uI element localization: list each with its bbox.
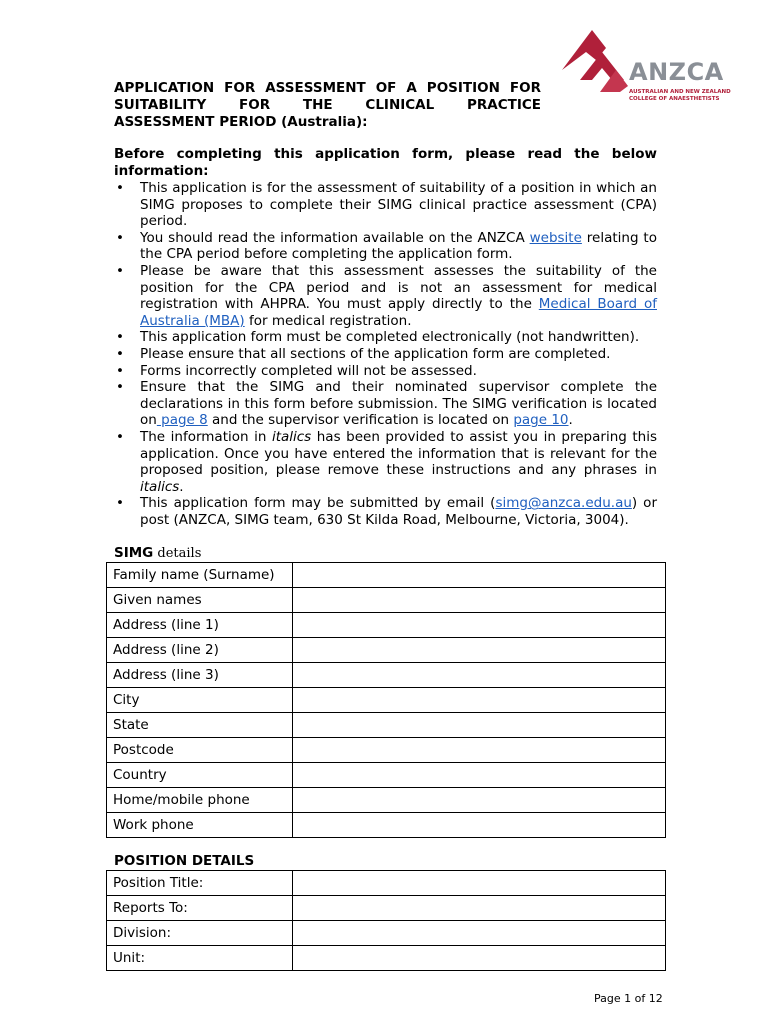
- simg-details-table: [106, 562, 666, 838]
- field-label: Country: [107, 763, 293, 788]
- website-link[interactable]: website: [529, 229, 582, 246]
- field-label: Work phone: [107, 813, 293, 838]
- table-row: [107, 763, 666, 788]
- table-row: [107, 921, 666, 946]
- table-row: [107, 871, 666, 896]
- title-line-1: APPLICATION FOR ASSESSMENT OF A POSITION FOR: [114, 80, 541, 96]
- instruction-item: • This application is for the assessment of suitability of a position in which an SIMG proposes to complete their SIMG clinical practice assessment (CPA) period.: [114, 180, 657, 230]
- table-row: [107, 563, 666, 588]
- instruction-item: • Ensure that the SIMG and their nominated supervisor complete the declarations in this form before submission. The SIMG verification is located on page 8 and the supervisor verification is located on page 10.: [114, 379, 657, 429]
- title-word: THE: [302, 97, 333, 113]
- field-label: Address (line 2): [107, 638, 293, 663]
- field-label: Home/mobile phone: [107, 788, 293, 813]
- instruction-item: • This application form may be submitted by email (simg@anzca.edu.au) or post (ANZCA, SIMG team, 630 St Kilda Road, Melbourne, Victoria, 3004).: [114, 495, 657, 528]
- country-input[interactable]: [293, 763, 666, 788]
- mba-link[interactable]: Medical Board of Australia (MBA): [140, 296, 657, 329]
- instruction-item: • The information in italics has been provided to assist you in preparing this application. Once you have entered the information that is relevant for the proposed position, please remove these instructions and any phrases in italics.: [114, 429, 657, 495]
- field-label: State: [107, 713, 293, 738]
- postcode-input[interactable]: [293, 738, 666, 763]
- given-names-input[interactable]: [293, 588, 666, 613]
- field-label: Postcode: [107, 738, 293, 763]
- field-label: Family name (Surname): [107, 563, 293, 588]
- city-input[interactable]: [293, 688, 666, 713]
- table-row: [107, 638, 666, 663]
- family-name-input[interactable]: [293, 563, 666, 588]
- home-phone-input[interactable]: [293, 788, 666, 813]
- logo-wordmark: ANZCA: [629, 58, 724, 86]
- table-row: [107, 946, 666, 971]
- work-phone-input[interactable]: [293, 813, 666, 838]
- table-row: [107, 663, 666, 688]
- state-input[interactable]: [293, 713, 666, 738]
- table-row: [107, 738, 666, 763]
- email-link[interactable]: simg@anzca.edu.au: [495, 495, 632, 512]
- intro-heading: Before completing this application form, please read the below information:: [114, 146, 657, 179]
- field-label: Address (line 3): [107, 663, 293, 688]
- simg-section-title: SIMG details: [114, 545, 202, 561]
- table-row: [107, 713, 666, 738]
- table-row: [107, 788, 666, 813]
- address-line-3-input[interactable]: [293, 663, 666, 688]
- title-line-3: ASSESSMENT PERIOD (Australia):: [114, 114, 368, 130]
- instruction-item: • Forms incorrectly completed will not be assessed.: [114, 363, 657, 380]
- title-word: CLINICAL: [365, 97, 435, 113]
- address-line-1-input[interactable]: [293, 613, 666, 638]
- logo-subtitle: AUSTRALIAN AND NEW ZEALAND COLLEGE OF ANAESTHETISTS: [629, 89, 731, 102]
- field-label: Address (line 1): [107, 613, 293, 638]
- field-label: Division:: [107, 921, 293, 946]
- page-number: Page 1 of 12: [594, 992, 663, 1005]
- unit-input[interactable]: [293, 946, 666, 971]
- title-word: PRACTICE: [467, 97, 542, 113]
- title-line-2: [114, 97, 541, 114]
- field-label: City: [107, 688, 293, 713]
- title-word: FOR: [239, 97, 271, 113]
- instruction-item: • Please be aware that this assessment assesses the suitability of the position for the CPA period and is not an assessment for medical registration with AHPRA. You must apply directly to the Medical Board of Australia (MBA) for medical registration.: [114, 263, 657, 329]
- table-row: [107, 613, 666, 638]
- reports-to-input[interactable]: [293, 896, 666, 921]
- address-line-2-input[interactable]: [293, 638, 666, 663]
- page-title: [114, 80, 541, 131]
- position-details-table: [106, 870, 666, 971]
- table-row: [107, 813, 666, 838]
- field-label: Unit:: [107, 946, 293, 971]
- field-label: Reports To:: [107, 896, 293, 921]
- page-8-link[interactable]: page 8: [156, 412, 208, 429]
- table-row: [107, 896, 666, 921]
- table-row: [107, 588, 666, 613]
- page-10-link[interactable]: page 10: [513, 412, 569, 429]
- position-section-title: POSITION DETAILS: [114, 853, 255, 869]
- field-label: Position Title:: [107, 871, 293, 896]
- position-title-input[interactable]: [293, 871, 666, 896]
- instruction-item: • Please ensure that all sections of the application form are completed.: [114, 346, 657, 363]
- title-word: SUITABILITY: [114, 97, 207, 113]
- division-input[interactable]: [293, 921, 666, 946]
- field-label: Given names: [107, 588, 293, 613]
- instruction-item: • This application form must be completed electronically (not handwritten).: [114, 329, 657, 346]
- instruction-item: • You should read the information available on the ANZCA website relating to the CPA period before completing the application form.: [114, 230, 657, 263]
- instruction-list: [114, 180, 657, 528]
- table-row: [107, 688, 666, 713]
